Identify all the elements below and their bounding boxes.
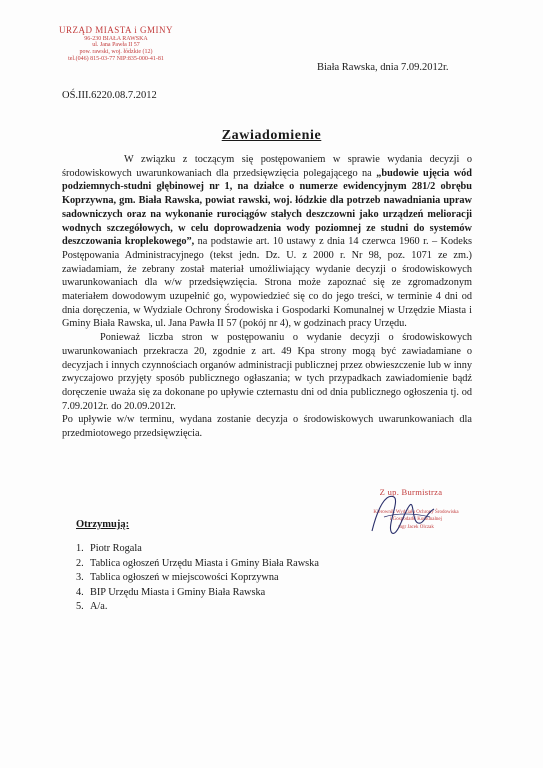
signature-stamp-name: mgr Jacek Olczak [398,525,434,530]
list-item [76,600,319,615]
office-county: pow. rawski, woj. łódzkie (12) [79,49,153,56]
signature-stamp-line-2: i Gospodarki Komunalnej [390,517,442,522]
list-item-number: 5. [76,601,84,612]
signature-stamp [356,487,466,547]
paragraph-3: Po upływie w/w terminu, wydana zostanie decyzja o środowiskowych uwarunkowaniach dla przedmiotowego przedsięwzięcia. [62,414,472,440]
list-item [76,571,319,586]
paragraph-1-rest: na podstawie art. 10 ustawy z dnia 14 czerwca 1960 r. – Kodeks Postępowania Administracyjnego (tekst jedn. Dz. U. z 2000 r. Nr 98, poz. 1071 ze zm.) zawiadamiam, że zebrany został materiał umożliwiający wydanie decyzji o środowiskowych uwarunkowaniach dla w/w przedsięwzięcia. Strona może zapoznać się ze zgromadzonym materiałem dowodowym uzupełnić go, wypowiedzieć się co do jego treści, w terminie 4 dni od dnia doręczenia, w Wydziale Ochrony Środowiska i Gospodarki Komunalnej w Urzędzie Miasta i Gminy Biała Rawska, ul. Jana Pawła II 57 (pokój nr 4), w godzinach pracy Urzędu. [62,236,472,330]
list-item [76,586,319,601]
recipients-heading: Otrzymują: [76,519,130,530]
place-date: Biała Rawska, dnia 7.09.2012r. [317,62,449,73]
paragraph-2: Ponieważ liczba stron w postępowaniu o wydanie decyzji o środowiskowych uwarunkowaniach przekracza 20, zgodnie z art. 49 Kpa strony mogą być zawiadamiane o decyzjach i innych czynnościach organów administracji publicznej przez obwieszczenie lub w inny zwyczajowo przyjęty sposób publicznego ogłaszania; w tych przypadkach zawiadomienie bądź doręczenie uważa się za dokonane po upływie czternastu dni od dnia publicznego ogłoszenia tj. od 7.09.2012r. do 20.09.2012r. [62,332,472,412]
list-item-text: Piotr Rogala [90,543,142,554]
list-item [76,557,319,572]
list-item-number: 4. [76,586,84,598]
list-item [76,542,319,557]
list-item-text: Tablica ogłoszeń Urzędu Miasta i Gminy Biała Rawska [90,557,319,569]
handwritten-signature-icon [356,487,466,547]
signature-stamp-line-1: Kierownik Wydziału Ochrony Środowiska [373,510,459,515]
project-description: „budowie ujęcia wód podziemnych-studni głębinowej nr 1, na działce o numerze ewidencyjnym 281/2 obrębu Koprzywna, gm. Biała Rawska, powiat rawski, woj. łódzkie dla potrzeb nawadniania upraw sadowniczych oraz na wykonanie rurociągów stałych deszczowni jako urządzeń melioracji wodnych szczegółowych, w celu doprowadzenia wody poziomnej ze studni do systemów deszczowania kroplekowego”, [62,167,473,248]
list-item-number: 1. [76,543,84,554]
reference-number: OŚ.III.6220.08.7.2012 [62,90,157,101]
document-body [62,153,472,441]
office-contacts: tel.(046) 815-03-77 NIP:835-000-41-81 [68,55,164,62]
office-name: URZĄD MIASTA i GMINY [58,25,174,35]
office-street: ul. Jana Pawła II 57 [92,42,140,49]
list-item-number: 3. [76,572,84,583]
office-postal: 96-230 BIAŁA RAWSKA [84,35,148,42]
list-item-text: A/a. [90,601,108,612]
list-item-number: 2. [76,557,84,569]
paragraph-1-intro: W związku z toczącym się postępowaniem w sprawie wydania decyzji o środowiskowych uwarunkowaniach dla przedsięwzięcia polegającego na [62,154,472,179]
paragraph-1 [62,153,472,331]
list-item-text: BIP Urzędu Miasta i Gminy Biała Rawska [90,586,266,598]
recipients-list [76,542,319,615]
list-item-text: Tablica ogłoszeń w miejscowości Koprzywna [90,572,279,583]
document-title: Zawiadomienie [221,128,322,143]
signature-stamp-title: Z up. Burmistrza [379,487,443,497]
office-stamp [50,26,182,62]
